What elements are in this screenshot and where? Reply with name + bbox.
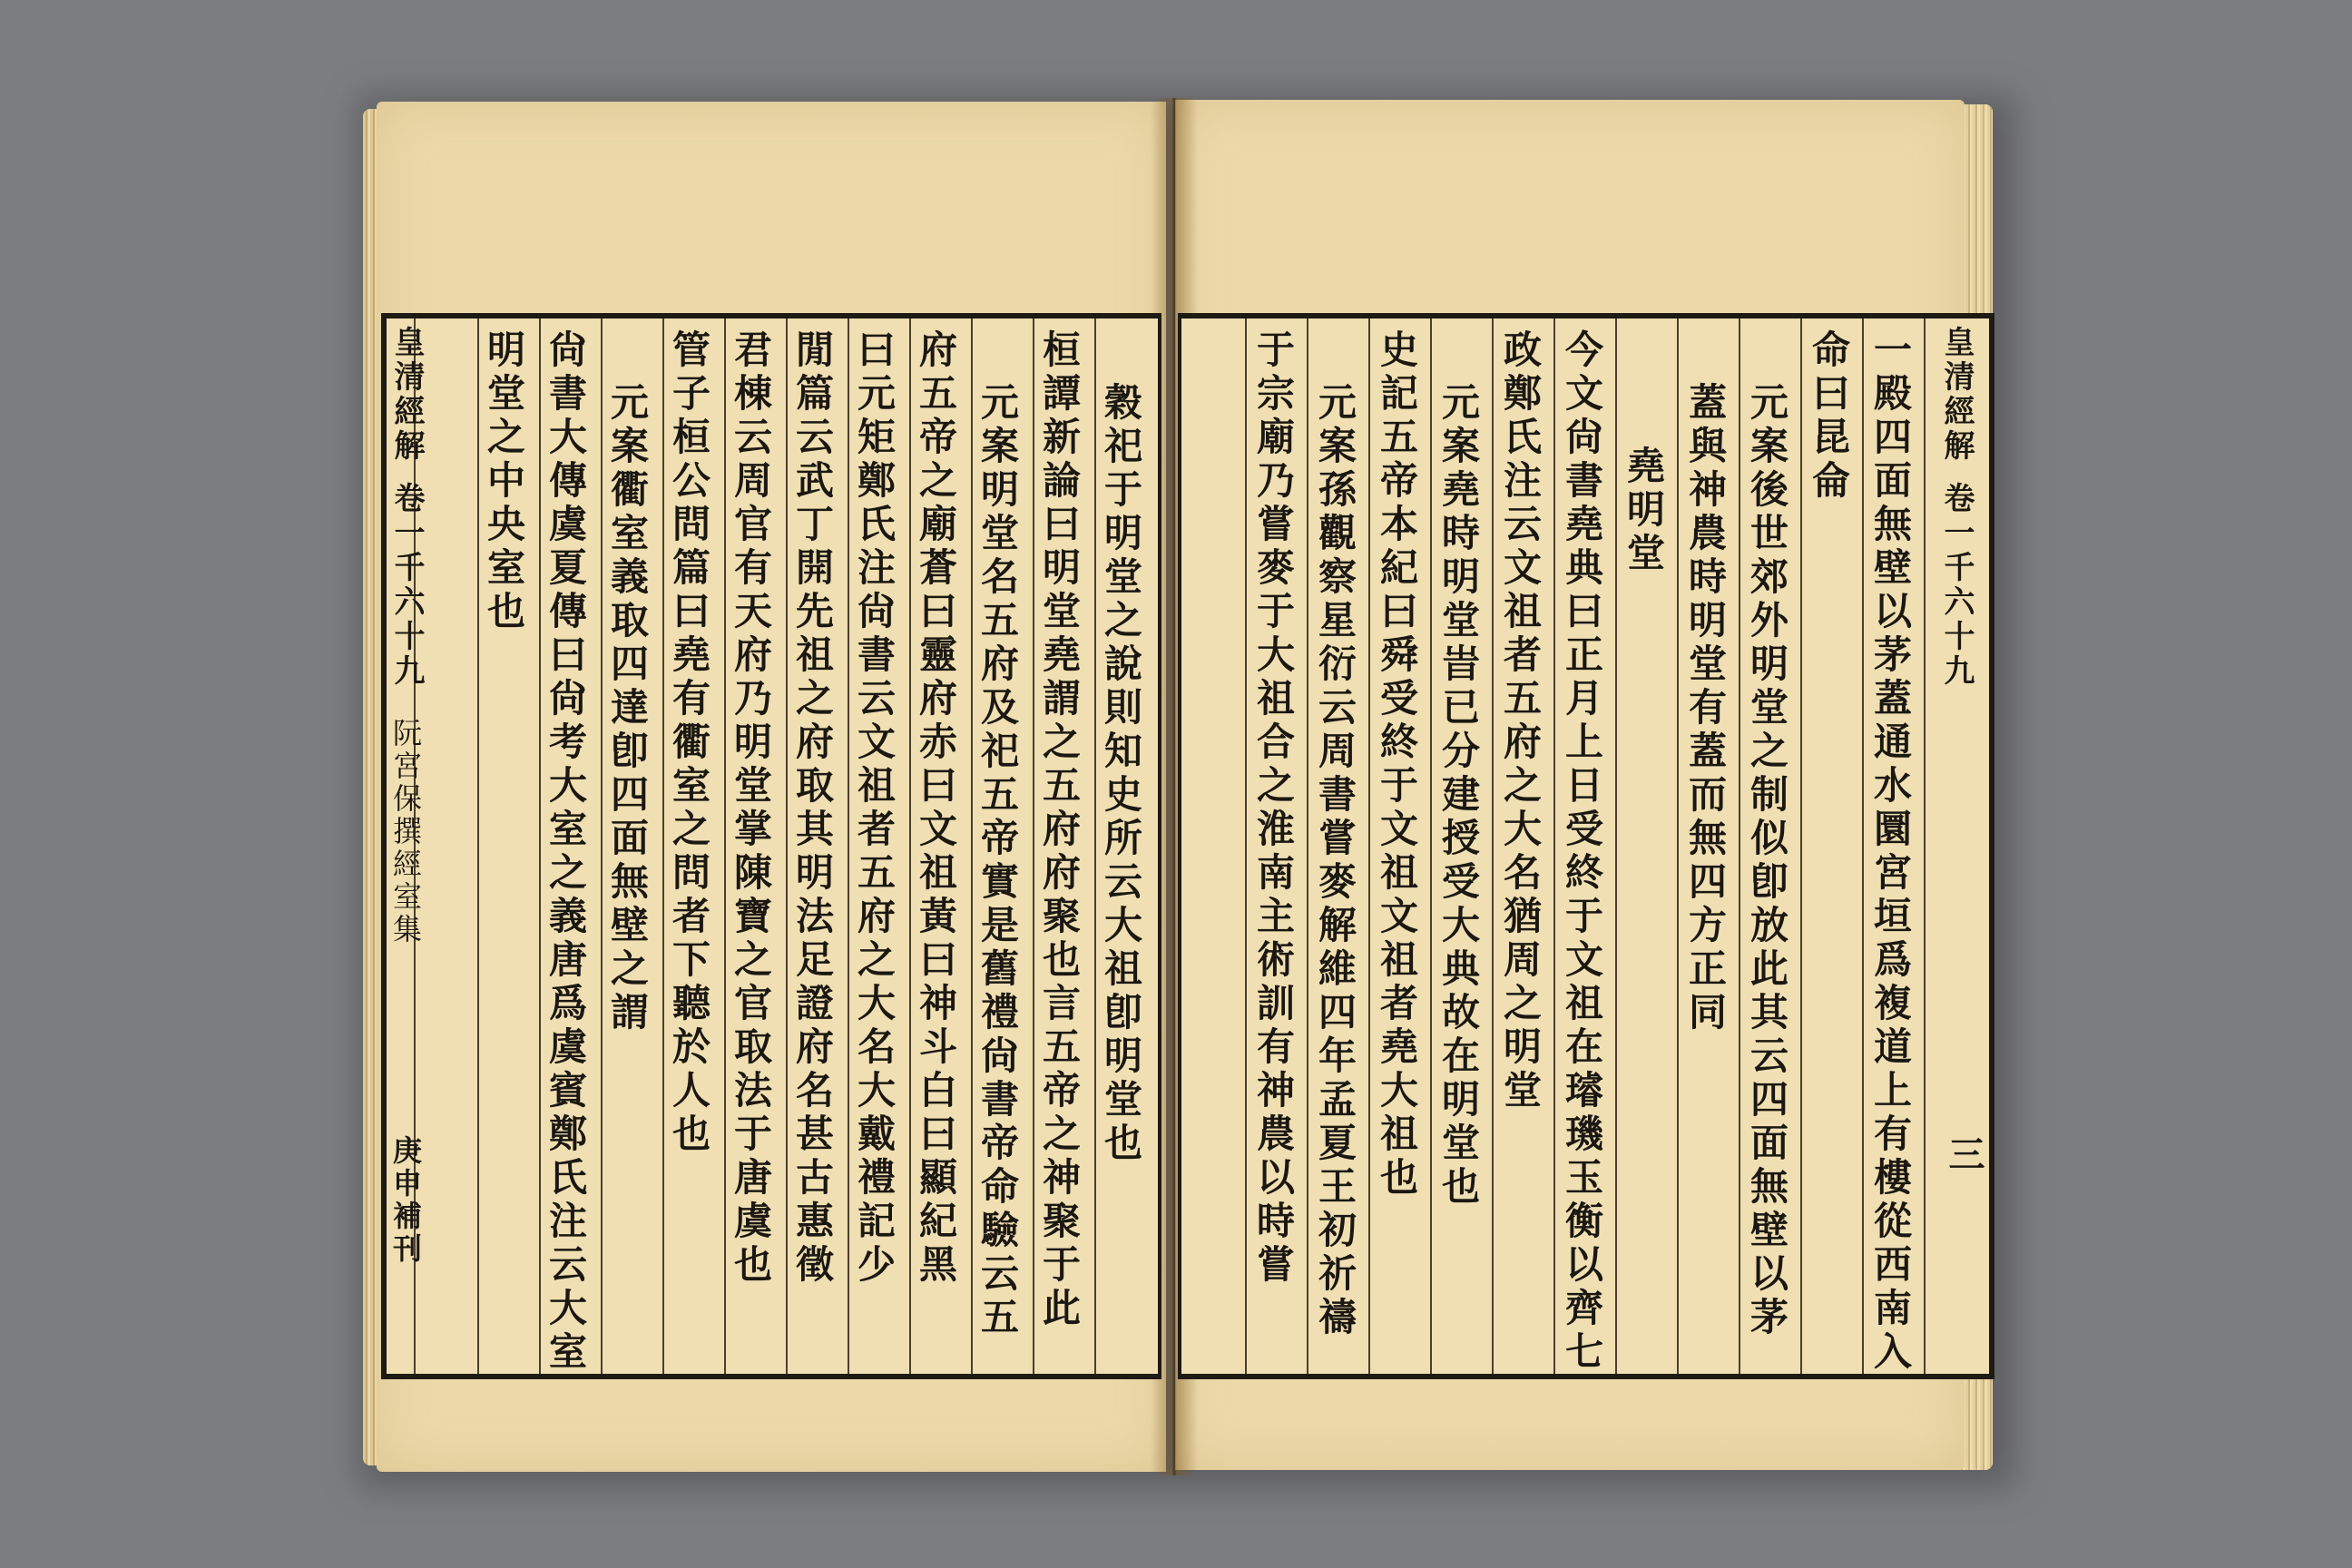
- text-column: 元案孫觀察星衍云周書嘗麥解維四年孟夏王初祈禱: [1313, 382, 1357, 1340]
- column-rule: [1677, 318, 1679, 1374]
- column-rule: [1739, 318, 1740, 1374]
- text-column: 元案堯時明堂旹已分建授受大典故在明堂也: [1436, 382, 1481, 1210]
- text-column: 穀祀于明堂之說則知史所云大祖卽明堂也: [1099, 382, 1143, 1166]
- column-rule: [1615, 318, 1617, 1374]
- column-rule: [1094, 318, 1096, 1374]
- left-text-frame: [381, 313, 1161, 1379]
- text-column: 府五帝之廟蒼曰靈府赤曰文祖黃曰神斗白曰顯紀黑: [914, 329, 958, 1288]
- column-rule: [1307, 318, 1308, 1374]
- text-column: 堯明堂: [1622, 446, 1666, 576]
- margin-volume: 卷一千六十九: [1938, 482, 1975, 689]
- text-column: 命曰昆侖: [1807, 329, 1851, 504]
- column-rule: [1430, 318, 1432, 1374]
- margin-title: 皇清經解: [1938, 326, 1975, 464]
- text-column: 曰元矩鄭氏注尙書云文祖者五府之大名大戴禮記少: [852, 329, 897, 1288]
- column-rule: [909, 318, 911, 1374]
- text-column: 今文尙書堯典曰正月上日受終于文祖在璿璣玉衡以齊七: [1560, 329, 1604, 1375]
- column-rule: [786, 318, 788, 1374]
- column-rule: [601, 318, 603, 1374]
- margin-bottom: 庚申補刊: [388, 1135, 423, 1266]
- text-column: 蓋與神農時明堂有蓋而無四方正同: [1683, 382, 1728, 1035]
- text-column: 元案明堂名五府及祀五帝實是舊禮尙書帝命驗云五: [975, 382, 1020, 1340]
- page-number: 三: [1943, 1135, 1985, 1175]
- column-rule: [1800, 318, 1802, 1374]
- column-rule: [1033, 318, 1034, 1374]
- text-column: 元案後世郊外明堂之制似卽放此其云四面無壁以茅: [1745, 382, 1789, 1340]
- right-text-frame: [1178, 313, 1994, 1379]
- column-rule: [1862, 318, 1864, 1374]
- text-column: 于宗廟乃嘗麥于大祖合之淮南主術訓有神農以時嘗: [1251, 329, 1296, 1288]
- margin-title: 皇清經解: [388, 326, 425, 464]
- text-column: 閒篇云武丁開先祖之府取其明法足證府名甚古惠徵: [790, 329, 835, 1288]
- column-rule: [477, 318, 479, 1374]
- column-rule: [1553, 318, 1555, 1374]
- column-rule: [1245, 318, 1247, 1374]
- text-column: 明堂之中央室也: [482, 329, 526, 634]
- column-rule: [971, 318, 973, 1374]
- column-rule: [1368, 318, 1370, 1374]
- text-column: 一殿四面無壁以茅蓋通水圜宮垣爲複道上有樓從西南入: [1868, 329, 1913, 1375]
- text-column: 元案衢室義取四達卽四面無壁之謂: [605, 382, 650, 1035]
- column-rule: [539, 318, 541, 1374]
- text-column: 管子桓公問篇曰堯有衢室之問者下聽於人也: [667, 329, 711, 1157]
- column-rule: [1924, 318, 1926, 1374]
- column-rule: [1492, 318, 1494, 1374]
- text-column: 桓譚新論曰明堂堯謂之五府府聚也言五帝之神聚于此: [1037, 329, 1082, 1331]
- column-rule: [662, 318, 664, 1374]
- margin-publisher: 阮宮保撰經室集: [388, 718, 423, 946]
- text-column: 史記五帝本紀曰舜受終于文祖文祖者堯大祖也: [1375, 329, 1419, 1200]
- column-rule: [848, 318, 849, 1374]
- text-column: 政鄭氏注云文祖者五府之大名猶周之明堂: [1498, 329, 1543, 1113]
- text-column: 君棟云周官有天府乃明堂掌陳寶之官取法于唐虞也: [729, 329, 773, 1288]
- text-column: 尙書大傳虞夏傳曰尙考大室之義唐爲虞賓鄭氏注云大室: [544, 329, 588, 1375]
- column-rule: [724, 318, 726, 1374]
- margin-volume: 卷一千六十九: [388, 482, 425, 689]
